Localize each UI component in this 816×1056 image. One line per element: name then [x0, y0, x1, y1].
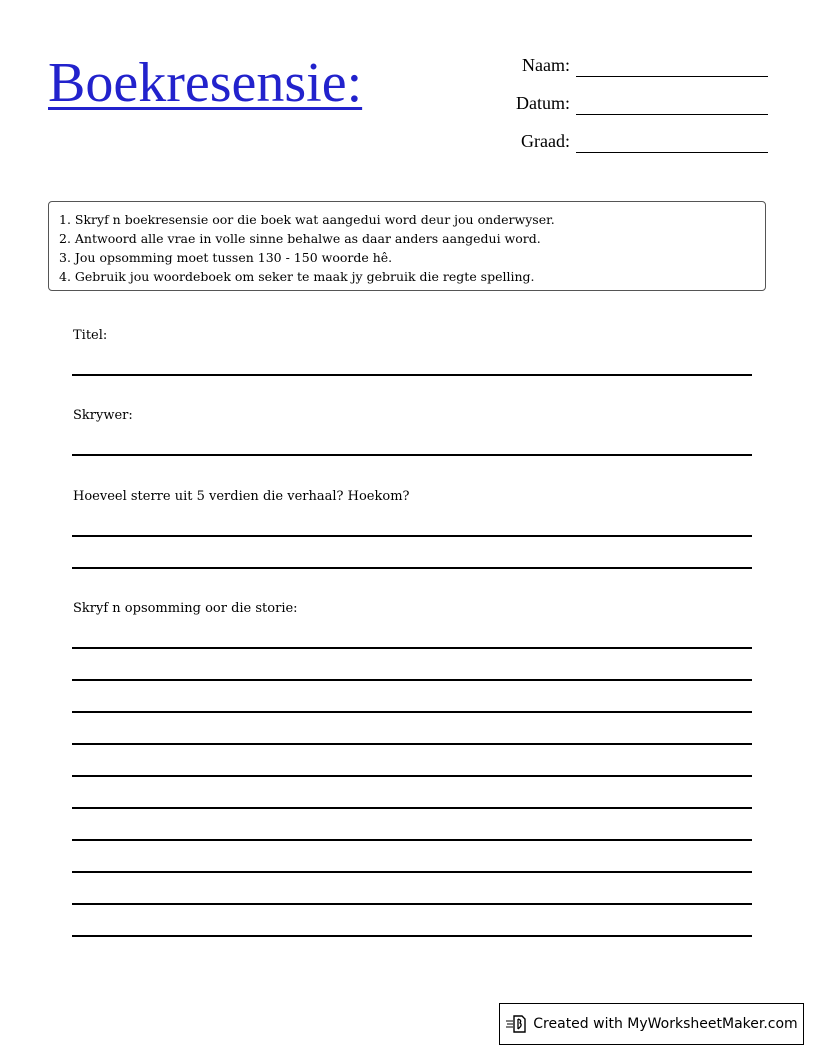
question-stars-label: Hoeveel sterre uit 5 verdien die verhaal? Hoekom? — [73, 489, 410, 504]
page-title: Boekresensie: — [48, 52, 363, 114]
created-with-badge[interactable] — [499, 1003, 804, 1045]
question-summary-label: Skryf n opsomming oor die storie: — [73, 601, 298, 616]
instructions-box — [48, 201, 766, 291]
summary-answer-line[interactable] — [72, 775, 752, 777]
name-label: Naam: — [522, 55, 570, 75]
summary-answer-line[interactable] — [72, 647, 752, 649]
worksheet-maker-logo-icon — [505, 1013, 527, 1035]
summary-answer-line[interactable] — [72, 807, 752, 809]
question-title-label: Titel: — [73, 328, 108, 343]
date-label: Datum: — [516, 93, 570, 113]
summary-answer-line[interactable] — [72, 935, 752, 937]
stars-answer-line[interactable] — [72, 535, 752, 537]
grade-field[interactable] — [576, 152, 768, 153]
summary-answer-line[interactable] — [72, 871, 752, 873]
instruction-item: 4. Gebruik jou woordeboek om seker te maak jy gebruik die regte spelling. — [59, 269, 535, 284]
question-author-label: Skrywer: — [73, 408, 133, 423]
summary-answer-line[interactable] — [72, 903, 752, 905]
summary-answer-line[interactable] — [72, 679, 752, 681]
summary-answer-line[interactable] — [72, 711, 752, 713]
summary-answer-line[interactable] — [72, 839, 752, 841]
badge-text: Created with MyWorksheetMaker.com — [533, 1016, 798, 1032]
instruction-item: 3. Jou opsomming moet tussen 130 - 150 woorde hê. — [59, 250, 393, 265]
date-field[interactable] — [576, 114, 768, 115]
title-answer-line[interactable] — [72, 374, 752, 376]
instruction-item: 2. Antwoord alle vrae in volle sinne behalwe as daar anders aangedui word. — [59, 231, 541, 246]
summary-answer-line[interactable] — [72, 743, 752, 745]
name-field[interactable] — [576, 76, 768, 77]
author-answer-line[interactable] — [72, 454, 752, 456]
instructions-list — [59, 210, 765, 286]
stars-answer-line[interactable] — [72, 567, 752, 569]
instruction-item: 1. Skryf n boekresensie oor die boek wat aangedui word deur jou onderwyser. — [59, 212, 555, 227]
grade-label: Graad: — [521, 131, 570, 151]
